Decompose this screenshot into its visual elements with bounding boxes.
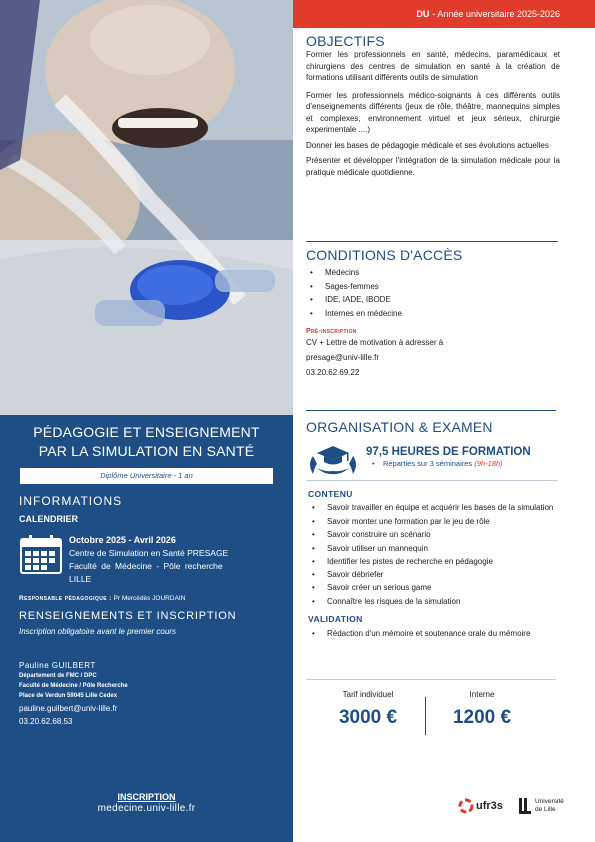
list-item: • Savoir débriefer xyxy=(308,568,560,581)
contact-fac: Faculté de Médecine / Pôle Recherche xyxy=(19,683,128,689)
manikin-illustration xyxy=(0,0,293,415)
validation-list xyxy=(308,628,560,640)
ufr-logo-icon xyxy=(458,798,474,814)
location-line1: Centre de Simulation en Santé PRESAGE xyxy=(69,548,229,558)
header-bar xyxy=(293,0,595,28)
inscription-label: INSCRIPTION xyxy=(117,792,176,802)
contact-address: Place de Verdun 59045 Lille Cedex xyxy=(19,693,118,699)
validation-heading: VALIDATION xyxy=(308,614,363,625)
price-interne: 1200 € xyxy=(452,707,512,728)
location-line3: LILLE xyxy=(69,574,92,584)
contenu-heading: CONTENU xyxy=(308,489,353,499)
list-item: • Savoir travailler en équipe et acquérir les bases de la simulation xyxy=(308,502,560,513)
price-individual: 3000 € xyxy=(338,707,398,728)
academic-year: - Année universitaire 2025-2026 xyxy=(432,9,560,19)
rens-note: Inscription obligatoire avant le premier cours xyxy=(19,627,176,636)
preinscription-phone: 03.20.62.69.22 xyxy=(306,368,360,377)
univ-lille-logo: Université de Lille xyxy=(518,797,564,815)
univ-lille-icon xyxy=(518,797,532,815)
divider xyxy=(306,480,558,481)
conditions-list xyxy=(306,266,560,320)
list-item: • Savoir construire un scénario xyxy=(308,528,560,541)
seminars-line: • Réparties sur 3 séminaires (9h-18h) xyxy=(372,459,503,468)
price-separator xyxy=(425,697,426,735)
objectif-paragraph: Donner les bases de pédagogie médicale et ses évolutions actuelles xyxy=(306,140,549,150)
list-item: • Sages-femmes xyxy=(306,280,560,294)
hours-title: 97,5 HEURES DE FORMATION xyxy=(366,446,531,458)
diploma-label: Diplôme Universitaire - 1 an xyxy=(20,468,273,484)
cover-photo xyxy=(0,0,293,415)
preinscription-label: Pré-inscription xyxy=(306,328,357,335)
ufr3s-logo: ufr3s xyxy=(458,798,503,814)
objectifs-heading: OBJECTIFS xyxy=(306,33,385,49)
program-title-line1: PÉDAGOGIE ET ENSEIGNEMENT xyxy=(33,424,260,440)
contact-dept: Département de FMC / DPC xyxy=(19,673,97,679)
list-item: • Savoir monter une formation par le jeu de rôle xyxy=(308,515,560,528)
objectif-paragraph: Présenter et développer l'intégration de la simulation médicale pour la pratique médicale quotidienne. xyxy=(306,156,560,177)
du-label: DU xyxy=(416,9,430,19)
divider xyxy=(306,410,556,411)
tarif-interne: Interne 1200 € xyxy=(432,690,532,729)
preinscription-line1: CV + Lettre de motivation à adresser à xyxy=(306,338,444,347)
list-item: • Savoir utiliser un mannequin xyxy=(308,542,560,555)
dates: Octobre 2025 - Avril 2026 xyxy=(69,535,176,545)
calendar-heading: CALENDRIER xyxy=(19,514,79,524)
list-item: • Connaître les risques de la simulation xyxy=(308,595,560,608)
contact-block xyxy=(19,661,128,727)
inscription-link[interactable]: medecine.univ-lille.fr xyxy=(97,803,196,814)
tarif-individuel: Tarif individuel 3000 € xyxy=(318,690,418,729)
list-item: • Rédaction d'un mémoire et soutenance orale du mémoire xyxy=(308,628,560,640)
list-item: • Identifier les pistes de recherche en pédagogie xyxy=(308,555,560,568)
divider xyxy=(306,241,558,242)
contact-phone: 03.20.62.68.53 xyxy=(19,717,73,726)
list-item: • Internes en médecine xyxy=(306,307,560,321)
objectif-paragraph: Former les professionnels médico-soignants à ces différents outils d'enseignements différents (jeux de rôle, théâtre, mannequins simples et complexes, environnement virtuel et jeux sérieux, chirurgie experimentale ....) xyxy=(306,90,560,134)
info-panel xyxy=(0,415,293,842)
preinscription-email[interactable]: presage@univ-lille.fr xyxy=(306,353,380,362)
conditions-heading: CONDITIONS D'ACCÈS xyxy=(306,247,463,263)
info-heading: INFORMATIONS xyxy=(19,494,123,508)
location-line2: Faculté de Médecine - Pôle recherche xyxy=(69,561,223,571)
rens-heading: RENSEIGNEMENTS ET INSCRIPTION xyxy=(19,610,237,622)
organisation-heading: ORGANISATION & EXAMEN xyxy=(306,419,493,435)
graduation-icon xyxy=(305,444,361,483)
contact-email[interactable]: pauline.guilbert@univ-lille.fr xyxy=(19,704,118,713)
list-item: • IDE, IADE, IBODE xyxy=(306,293,560,307)
responsable: Responsable pédagogique : Pr Mercédès JOURDAIN xyxy=(19,595,186,602)
objectif-paragraph: Former les professionnels en santé, médecins, paramédicaux et chirurgiens des centres de simulation en santé à la création de formations utilisant différents outils de simulation xyxy=(306,50,560,82)
right-column xyxy=(306,28,560,178)
divider xyxy=(306,679,556,680)
contenu-list xyxy=(308,502,560,608)
left-column xyxy=(0,0,293,842)
program-title-line2: PAR LA SIMULATION EN SANTÉ xyxy=(38,443,255,459)
list-item: • Savoir créer un serious game xyxy=(308,581,560,594)
calendar-icon xyxy=(20,534,62,579)
list-item: • Médecins xyxy=(306,266,560,280)
contact-name: Pauline GUILBERT xyxy=(19,661,96,670)
